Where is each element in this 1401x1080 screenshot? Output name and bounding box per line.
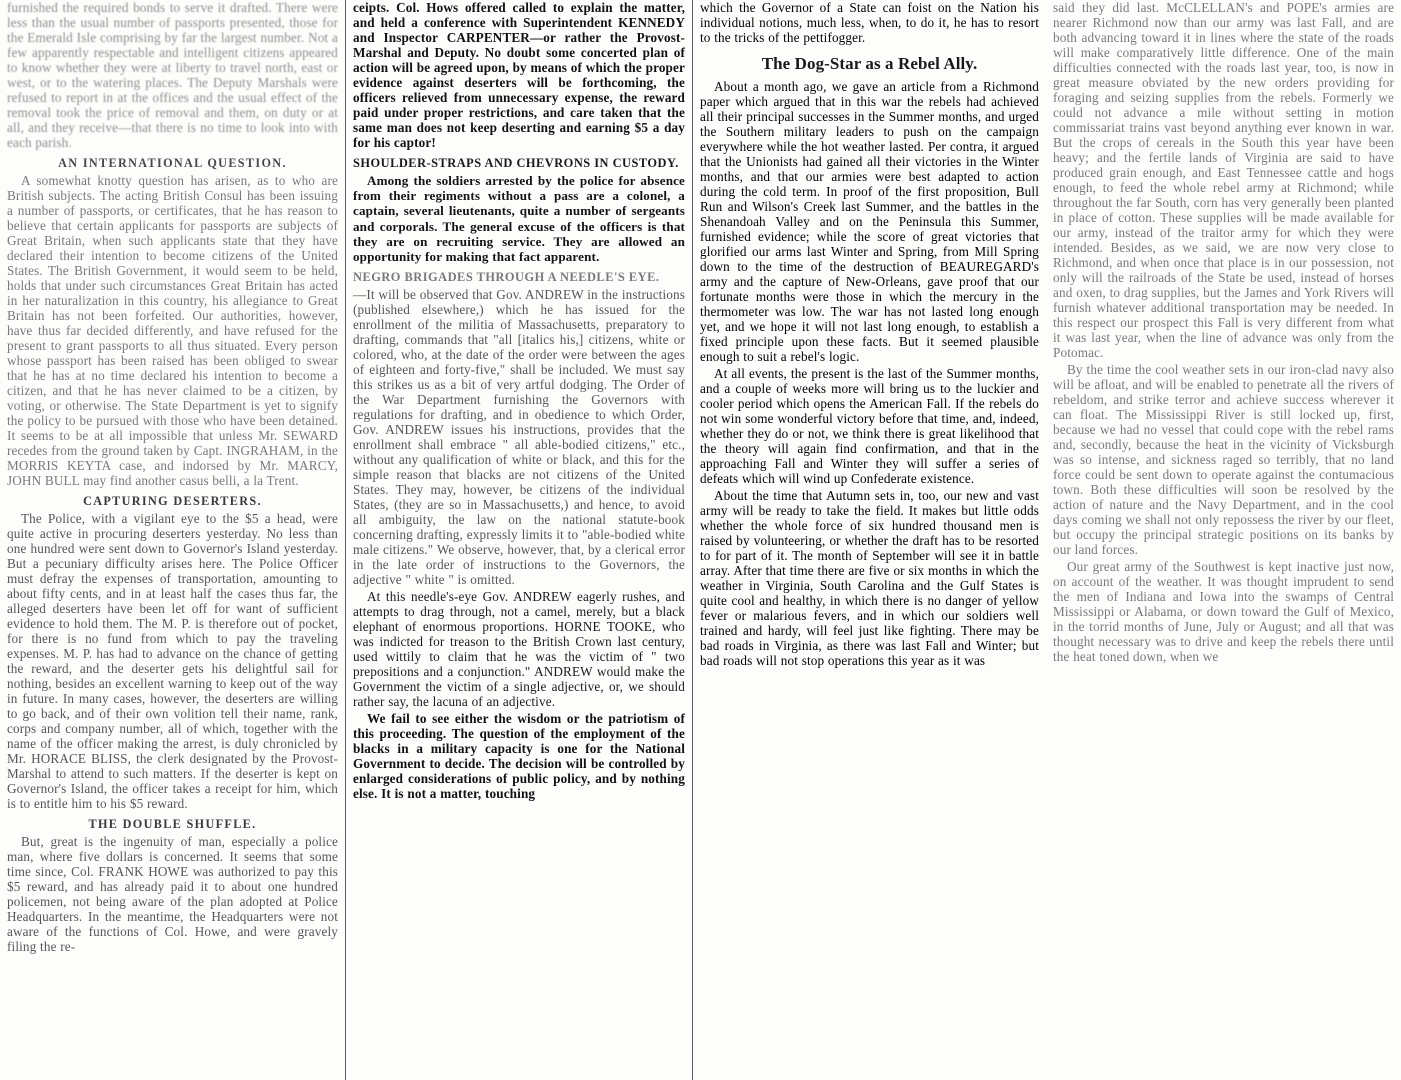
column1-heading-international-question: AN INTERNATIONAL QUESTION. — [58, 156, 287, 170]
column3-paragraph-3: About the time that Autumn sets in, too, our new and vast army will be ready to take the field. It makes but little odds whether the whole force of six hundred thousand men is raised by volunteering, or whether the draft has to be resorted to for part of it. The month of September will see it in battle array. After that time there are five or six months in which the weather in Virginia, South Carolina and the Gulf States is quite cool and healthy, in which there is no danger of yellow fever or malarious fevers, and in which our soldiers well trained and hardy, will feel just like fighting. There may be bad roads in Virginia, as there was last Fall and Winter; but bad roads will not stop operations this year as it was — [700, 488, 1039, 668]
column1-intro-paragraph: furnished the required bonds to serve it drafted. There were less than the usual number of passports presented, those for the Emerald Isle comprising by far the largest number. Not a few apparently respectable and intelligent citizens appeared to know whether they were at liberty to travel north, east or west, or to the watering places. The Deputy Marshals were refused to report in at the offices and the usual effect of the removal took the price of removal and them, on duty or at all, and they receive—that there is no time to look into with each parish. — [7, 0, 338, 150]
column-2 — [345, 0, 693, 1080]
column4-paragraph-2: By the time the cool weather sets in our iron-clad navy also will be afloat, and will be enabled to penetrate all the rivers of rebeldom, and strike terror and achieve success wherever it can float. The Mississippi River is still locked up, first, because we had no vessel that could cope with the rebel rams and, secondly, because the heat in the vicinity of Vicksburgh was so intense, and sickness raged so terribly, that no land force could be sent down to operate against the contumacious town. Both these difficulties will soon be resolved by the action of nature and the Navy Department, and in the cool days coming we shall not only repossess the river by our fleet, but occupy the principal strategic positions on its banks by our land forces. — [1053, 362, 1394, 557]
column2-heading-shoulder-straps: SHOULDER-STRAPS AND CHEVRONS IN CUSTODY. — [353, 156, 679, 170]
column4-paragraph-1: said they did last. McCLELLAN's and POPE's armies are nearer Richmond now than our army was last Fall, and are both advancing toward it in lines where the state of the roads will make comparatively little difference. One of the main difficulties connected with the roads last year, too, is now in great measure obviated by the new orders providing for foraging and seizing supplies from the rebels. Formerly we could not advance a mile without setting in motion commissariat trains vast beyond anything ever known in war. But the crops of cereals in the South this year have been heavy; and the fertile lands of Virginia are said to have produced grain enough, and East Tennessee cattle and hogs enough, to feed the whole rebel army at Richmond; while throughout the far South, corn has very generally been planted in place of cotton. These supplies will be made available for our army, instead of the traitor army for which they were intended. Besides, as we said, we are now very close to Richmond, and when once that place is in our possession, not only will the railroads of the State be used, instead of horses and oxen, to drag supplies, but the James and York Rivers will furnish whatever additional transportation may be needed. In this respect our prospect this Fall is very different from what it was last year, when the line of advance was only from the Potomac. — [1053, 0, 1394, 360]
column1-paragraph-double-shuffle: But, great is the ingenuity of man, especially a police man, where five dollars is concerned. It seems that some time since, Col. FRANK HOWE was authorized to pay this $5 reward, and has already paid it to about one hundred policemen, not being aware of the plan adopted at Police Headquarters. In the meantime, the Headquarters were not aware of the functions of Col. Howe, and were gravely filing the re- — [7, 834, 338, 954]
column2-paragraph-shoulder-straps: Among the soldiers arrested by the police for absence from their regiments without a pass are a colonel, a captain, several lieutenants, quite a number of sergeants and corporals. The general excuse of the officers is that they are on recruiting service. They are allowed an opportunity for making that fact apparent. — [353, 173, 685, 265]
column-4 — [1046, 0, 1401, 1080]
column1-paragraph-deserters: The Police, with a vigilant eye to the $5 a head, were quite active in procuring deserters yesterday. No less than one hundred were sent down to Governor's Island yesterday. But a pecuniary difficulty arises here. The Police Officer must defray the expenses of transportation, amounting to about fifty cents, and in at least half the cases thus far, the alleged deserters have been let off for want of sufficient evidence to hold them. The M. P. is therefore out of pocket, for there is no fund from which to pay the traveling expenses. M. P. has had to advance on the chance of getting the reward, and the deserter gets his delightful sail for nothing, besides an excellent warning to keep out of the way in future. In many cases, however, the deserters are willing to go back, and of their own volition tell their name, rank, corps and company number, all of which, together with the name of the officer making the arrest, is duly chronicled by Mr. HORACE BLISS, the clerk designated by the Provost-Marshal to attend to such matters. If the deserter is kept on Governor's Island, the officer takes a receipt for him, which is to entitle him to his $5 reward. — [7, 511, 338, 811]
column1-heading-capturing-deserters: CAPTURING DESERTERS. — [83, 494, 262, 508]
column3-paragraph-2: At all events, the present is the last of the Summer months, and a couple of weeks more will bring us to the luckier and cooler period which opens the American Fall. If the rebels do not win some wonderful victory before that time, and, indeed, whether they do or not, we think there is great likelihood that the theory will again find confirmation, and that in the approaching Fall and Winter they will suffer a series of defeats which will wind up Confederate existence. — [700, 366, 1039, 486]
column2-top-paragraph: ceipts. Col. Hows offered called to explain the matter, and held a conference with Superintendent KENNEDY and Inspector CARPENTER—or rather the Provost-Marshal and Deputy. No doubt some concerted plan of action will be agreed upon, by means of which the proper evidence against deserters will be forthcoming, the officers relieved from unnecessary expense, the reward paid under proper restrictions, and care taken that the same man does not keep deserting and earning $5 a day for his captor! — [353, 0, 685, 150]
column1-heading-double-shuffle: THE DOUBLE SHUFFLE. — [88, 817, 257, 831]
column2-paragraph-needle-3: We fail to see either the wisdom or the patriotism of this proceeding. The question of the employment of the blacks in a military capacity is one for the National Government to decide. The decision will be controlled by enlarged considerations of public policy, and by nothing else. It is not a matter, touching — [353, 711, 685, 802]
column-3 — [693, 0, 1046, 1080]
column3-top-paragraph: which the Governor of a State can foist on the Nation his individual notions, much less, when, to do it, he has to resort to the tricks of the pettifogger. — [700, 0, 1039, 45]
column1-paragraph-international: A somewhat knotty question has arisen, as to who are British subjects. The acting British Consul has been issuing a number of passports, or certificates, that he has reason to believe that certain applicants for passports are subjects of Great Britain, when such applicants state that they have declared their intention to become citizens of the United States. The British Government, it would seem to be held, holds that under such circumstances Great Britain has acted in her naturalization in this country, his allegiance to Great Britain has not been forfeited. Our authorities, however, have thus far decided differently, and have refused for the present to grant passports to all thus situated. Every person whose passport has been raised has been obliged to swear that he has at no time declared his intention to become a citizen, and that he has never claimed to be a citizen, by voting, or otherwise. The State Department is yet to signify the policy to be pursued with those who have been detained. It seems to be at all impossible that unless Mr. SEWARD recedes from the ground taken by Capt. INGRAHAM, in the MORRIS KEYTA case, and indorsed by Mr. MARCY, JOHN BULL may find another casus belli, a la Trent. — [7, 173, 338, 488]
column2-heading-negro-brigades: NEGRO BRIGADES THROUGH A NEEDLE'S EYE. — [353, 270, 660, 285]
column4-paragraph-3: Our great army of the Southwest is kept inactive just now, on account of the weather. It was thought imprudent to send the men of Indiana and Iowa into the swamps of Central Mississippi or Alabama, or down toward the Gulf of Mexico, in the torrid months of June, July or August; and all that was thought necessary was to drive and keep the rebels there until the heat toned down, when we — [1053, 559, 1394, 664]
column3-paragraph-1: About a month ago, we gave an article from a Richmond paper which argued that in this war the rebels had achieved all their principal successes in the Summer months, and urged the Southern military leaders to push on the campaign everywhere while the hot weather lasted. Per contra, it argued that the Unionists had gained all their victories in the Winter months, and that our armies were best adapted to action during the cold term. In proof of the first proposition, Bull Run and Wilson's Creek last Summer, and the battles in the Shenandoah Valley and on the Peninsula this Summer, furnished evidence; while the score of great victories that glorified our arms last Winter and Spring, from Mill Spring down to the time of the destruction of BEAUREGARD's army and the capture of New-Orleans, gave proof that our fortunate months were those in which the mercury in the thermometer was low. The war has not lasted long enough yet, and we hope it will not last long enough, to establish a fixed principle upon these facts. But it seemed plausible enough to suit a rebel's logic. — [700, 79, 1039, 364]
column2-paragraph-needle-2: At this needle's-eye Gov. ANDREW eagerly rushes, and attempts to drag through, not a camel, merely, but a black elephant of enormous proportions. HORNE TOOKE, who was indicted for treason to the British Crown last century, used wittily to claim that he was the victim of " two prepositions and a conjunction." ANDREW would make the Government the victim of a single adjective, or, we should rather say, the lacuna of an adjective. — [353, 589, 685, 710]
column-1 — [0, 0, 345, 1080]
column3-headline-dog-star: The Dog-Star as a Rebel Ally. — [761, 54, 978, 73]
column2-paragraph-needle-1: —It will be observed that Gov. ANDREW in the instructions (published elsewhere,) which he has issued for the enrollment of the militia of Massachusetts, preparatory to drafting, commands that "all [italics his,] citizens, white or colored, who, at the date of the order were between the ages of eighteen and forty-five," shall be included. We must say this strikes us as a bit of very artful dodging. The Order of the War Department furnishing the Governors with regulations for drafting, and in obedience to which Order, Gov. ANDREW issues his instructions, provides that the enrollment shall embrace " all able-bodied citizens," etc., without any qualification of white or black, and this for the simple reason that blacks are not citizens of the United States. They may, however, be citizens of the individual States, (they are so in Massachusetts,) and hence, to avoid all ambiguity, the law on the national statute-book concerning drafting, expressly limits it to "able-bodied white male citizens." We observe, however, that, by a clerical error in the late order of instructions to the Governors, the adjective " white " is omitted. — [353, 287, 685, 588]
